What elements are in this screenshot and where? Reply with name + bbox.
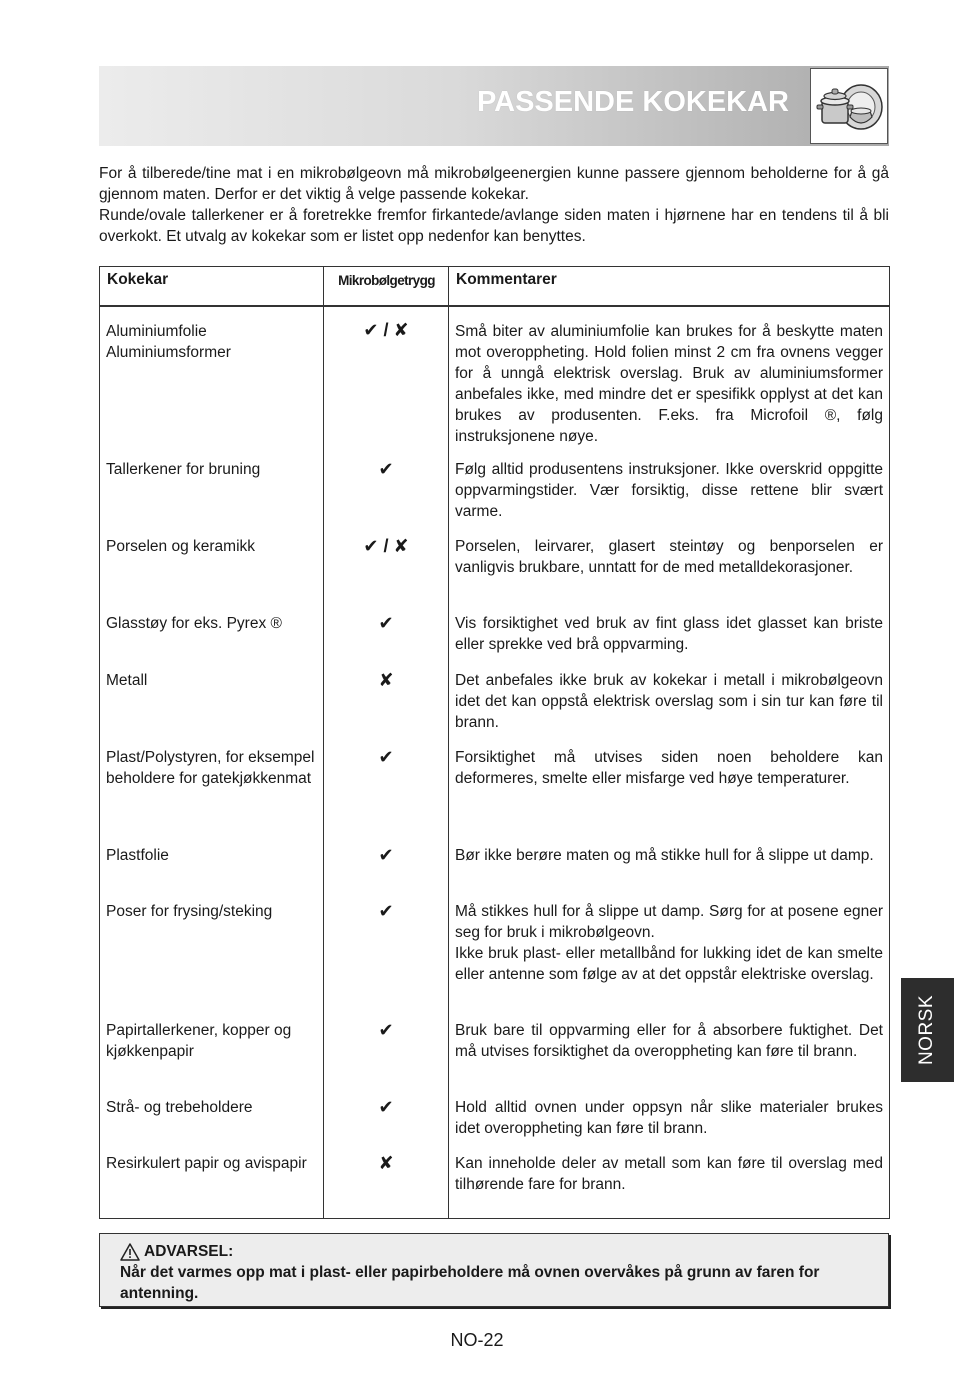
warning-box	[99, 1233, 889, 1307]
comment-cell: Det anbefales ikke bruk av kokekar i metall i mikrobølgeovn idet det kan oppstå elektrisk overslag som i sin tur kan føre til brann.	[449, 670, 890, 747]
warning-title: ADVARSEL:	[144, 1243, 234, 1260]
column-header-cookware: Kokekar	[100, 267, 324, 307]
safe-cell: ✔	[324, 613, 449, 670]
cookware-icon	[810, 68, 888, 144]
cookware-cell: Glasstøy for eks. Pyrex ®	[100, 613, 324, 670]
cookware-cell: Strå- og trebeholdere	[100, 1097, 324, 1153]
safe-cell: ✔	[324, 901, 449, 1020]
comment-cell: Hold alltid ovnen under oppsyn når slike materialer brukes idet overoppheting kan føre til brann.	[449, 1097, 890, 1153]
safe-cell: ✔	[324, 747, 449, 845]
intro-text	[99, 163, 889, 247]
safe-cell: ✘	[324, 670, 449, 747]
table-row	[100, 459, 890, 536]
cookware-cell: Tallerkener for bruning	[100, 459, 324, 536]
safe-cell: ✔	[324, 459, 449, 536]
safe-cell: ✔	[324, 845, 449, 901]
column-header-safe: Mikrobølgetrygg	[324, 267, 449, 307]
page-number: NO-22	[450, 1330, 504, 1350]
comment-cell: Vis forsiktighet ved bruk av fint glass idet glasset kan briste eller sprekke ved brå oppvarming.	[449, 613, 890, 670]
table-row	[100, 901, 890, 1020]
cookware-cell: Plastfolie	[100, 845, 324, 901]
comment-cell: Bruk bare til oppvarming eller for å absorbere fuktighet. Det må utvises forsiktighet da overoppheting kan føre til brann.	[449, 1020, 890, 1097]
cookware-cell: Metall	[100, 670, 324, 747]
comment-cell: Porselen, leirvarer, glasert steintøy og benporselen er vanligvis brukbare, unntatt for de med metalldekorasjoner.	[449, 536, 890, 613]
warning-text: Når det varmes opp mat i plast- eller papirbeholdere må ovnen overvåkes på grunn av faren for antenning.	[120, 1264, 820, 1302]
header-band	[99, 66, 889, 146]
comment-cell: Må stikkes hull for å slippe ut damp. Sørg for at posene egner seg for bruk i mikrobølgeovn. Ikke bruk plast- eller metallbånd for lukking idet de kan smelte eller antenne som følge av at det oppstår elektriske overslag.	[449, 901, 890, 1020]
table-row	[100, 1153, 890, 1219]
table-header-row	[100, 267, 890, 307]
comment-cell: Bør ikke berøre maten og må stikke hull for å slippe ut damp.	[449, 845, 890, 901]
language-tab	[901, 978, 954, 1082]
intro-paragraph-2: Runde/ovale tallerkener er å foretrekke fremfor firkantede/avlange siden maten i hjørnene har en tendens til å bli overkokt. Et utvalg av kokekar som er listet opp nedenfor kan benyttes.	[99, 207, 889, 245]
cookware-cell: Plast/Polystyren, for eksempel beholdere for gatekjøkkenmat	[100, 747, 324, 845]
safe-cell: ✔	[324, 1020, 449, 1097]
comment-cell: Følg alltid produsentens instruksjoner. Ikke overskrid oppgitte oppvarmingstider. Vær forsiktig, disse rettene blir svært varme.	[449, 459, 890, 536]
table-row	[100, 845, 890, 901]
safe-cell: ✔ / ✘	[324, 306, 449, 459]
cookware-table	[99, 266, 889, 1219]
cookware-cell: Resirkulert papir og avispapir	[100, 1153, 324, 1219]
comment-cell: Forsiktighet må utvises siden noen beholdere kan deformeres, smelte eller misfarge ved høye temperaturer.	[449, 747, 890, 845]
table-row	[100, 1097, 890, 1153]
cookware-cell: Poser for frysing/steking	[100, 901, 324, 1020]
table-row	[100, 670, 890, 747]
table-row	[100, 613, 890, 670]
cookware-cell: Papirtallerkener, kopper og kjøkkenpapir	[100, 1020, 324, 1097]
comment-cell: Små biter av aluminiumfolie kan brukes for å beskytte maten mot overoppheting. Hold folien minst 2 cm fra ovnens vegger for å unngå elektrisk overslag. Bruk av aluminiumsformer anbefales ikke, med mindre det er spesifikk opplyst at det kan brukes av produsenten. F.eks. fra Microfoil ®, følg instruksjonene nøye.	[449, 306, 890, 459]
cookware-cell: Porselen og keramikk	[100, 536, 324, 613]
table-row	[100, 1020, 890, 1097]
table-row	[100, 306, 890, 459]
cookware-cell: Aluminiumfolie Aluminiumsformer	[100, 306, 324, 459]
table-row	[100, 536, 890, 613]
table-row	[100, 747, 890, 845]
safe-cell: ✔ / ✘	[324, 536, 449, 613]
page-title: PASSENDE KOKEKAR	[476, 86, 789, 118]
comment-cell: Kan inneholde deler av metall som kan føre til overslag med tilhørende fare for brann.	[449, 1153, 890, 1219]
safe-cell: ✘	[324, 1153, 449, 1219]
column-header-comments: Kommentarer	[449, 267, 890, 307]
safe-cell: ✔	[324, 1097, 449, 1153]
intro-paragraph-1: For å tilberede/tine mat i en mikrobølgeovn må mikrobølgeenergien kunne passere gjennom beholderne for å gå gjennom maten. Derfor er det viktig å velge passende kokekar.	[99, 165, 889, 203]
language-tab-label: NORSK	[916, 994, 938, 1066]
warning-triangle-icon	[120, 1243, 140, 1261]
